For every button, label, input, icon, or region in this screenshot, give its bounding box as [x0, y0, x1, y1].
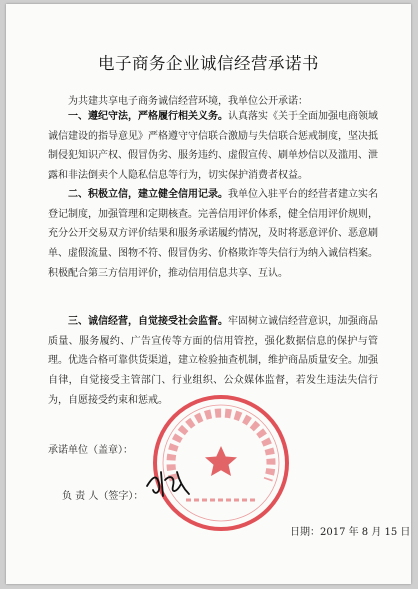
intro-line: 为共建共享电子商务诚信经营环境，我单位公开承诺：	[68, 96, 308, 107]
responsible-person-label: 负 责 人（签字）：	[62, 491, 144, 502]
commitment-section-1	[48, 107, 378, 186]
section-1-body: 认真落实《关于全面加强电商领域诚信建设的指导意见》严格遵守守信联合激励与失信联合惩戒制度，坚决抵制侵犯知识产权、假冒伪劣、服务违约、虚假宣传、刷单炒信以及滥用、泄露和非法倒卖个人隐私信息等行为，切实保护消费者权益。	[48, 111, 378, 182]
seal-unit-label: 承诺单位（盖章）：	[48, 445, 133, 456]
section-3-body: 牢固树立诚信经营意识，加强商品质量、服务履约、广告宣传等方面的信用管控，强化数据信息的保护与管理。优选合格可靠供货渠道，建立检验抽查机制，维护商品质量安全。加强自律，自觉接受主管部门、行业组织、公众媒体监督，若发生违法失信行为，自愿接受约束和惩戒。	[48, 316, 378, 406]
commitment-section-2	[48, 185, 378, 284]
company-seal	[146, 388, 296, 538]
section-1-heading: 一、遵纪守法，严格履行相关义务。	[68, 111, 228, 122]
document-page	[6, 4, 411, 584]
handwritten-signature	[143, 466, 191, 500]
date-label: 日期：2017 年 8 月 15 日	[290, 527, 411, 538]
document-title: 电子商务企业诚信经营承诺书	[98, 54, 319, 73]
section-3-heading: 三、诚信经营，自觉接受社会监督。	[68, 316, 228, 327]
section-2-heading: 二、积极立信，建立健全信用记录。	[68, 189, 228, 200]
section-2-body: 我单位入驻平台的经营者建立实名登记制度，加强管理和定期核查。完善信用评价体系，健全信用评价规则，充分公开交易双方评价结果和服务承诺履约情况，及时将恶意评价、恶意刷单、虚假流量、图物不符、假冒伪劣、价格欺诈等失信行为纳入诚信档案。积极配合第三方信用评价，推动信用信息共享、互认。	[48, 189, 378, 279]
